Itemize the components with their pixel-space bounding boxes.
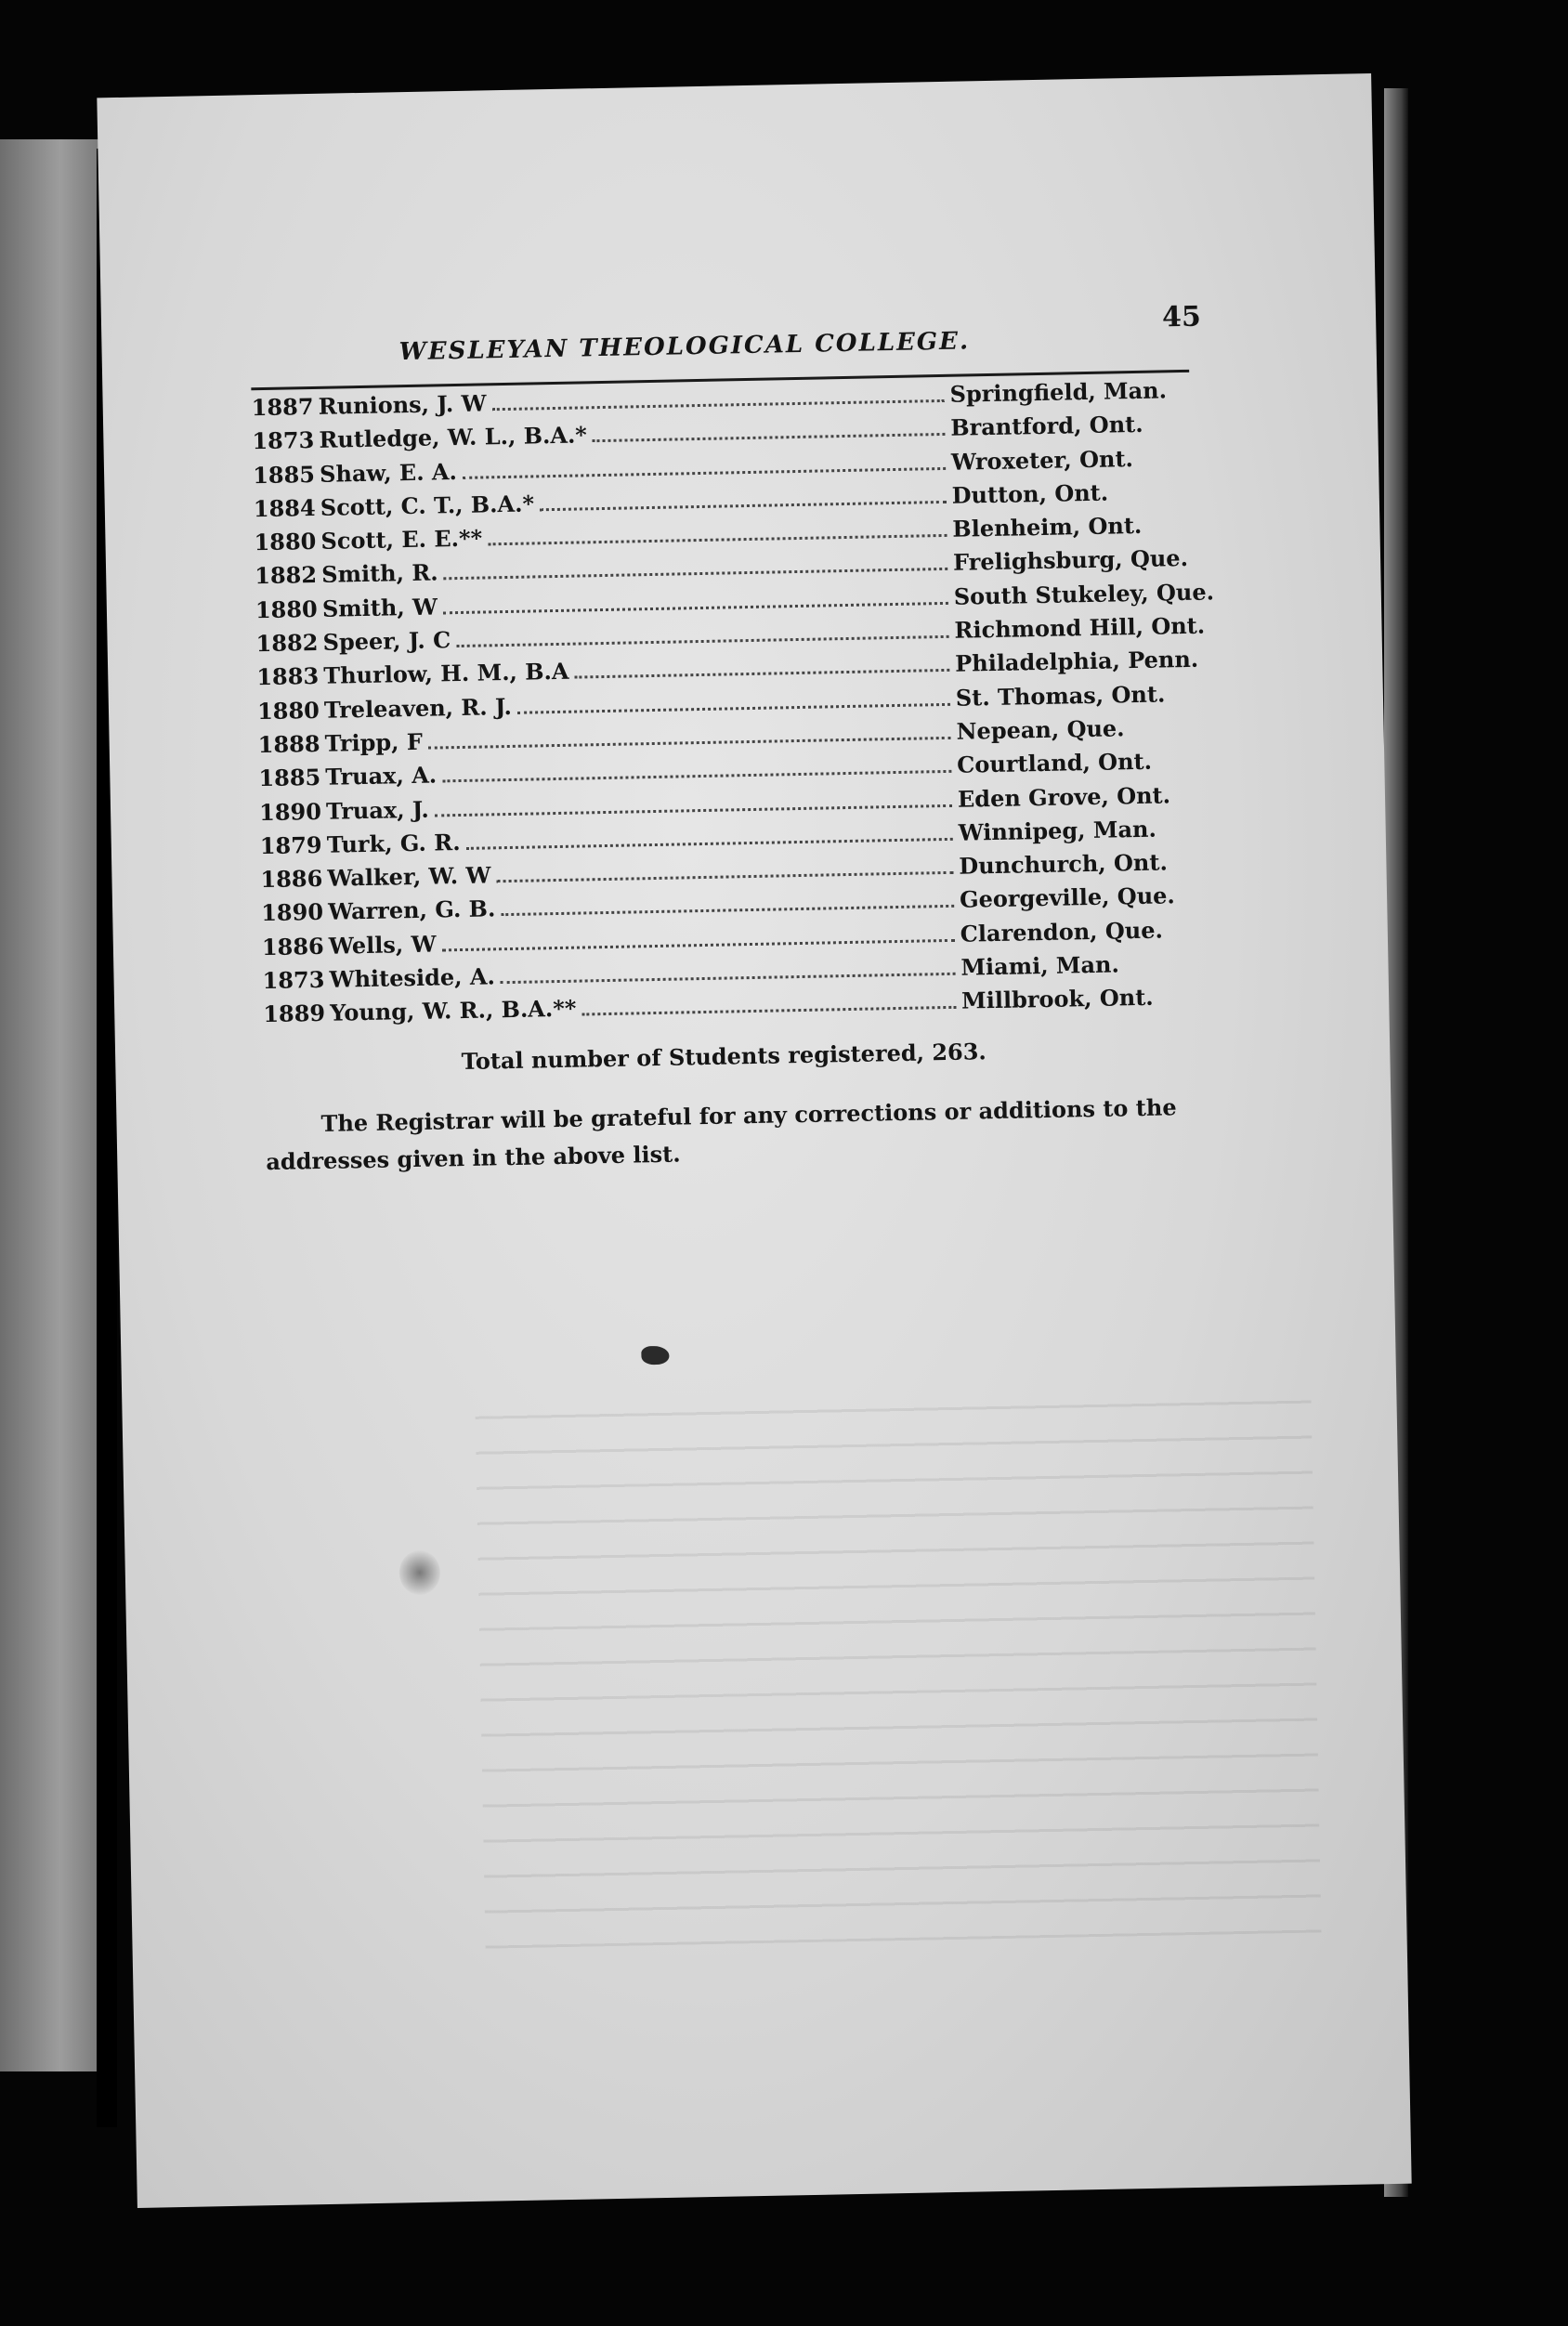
student-address: Dutton, Ont. (951, 478, 1109, 509)
student-year: 1890 (258, 797, 322, 826)
dot-leader (435, 804, 952, 817)
student-address: Georgeville, Que. (959, 882, 1176, 914)
student-address: Winnipeg, Man. (958, 815, 1157, 846)
student-address: Miami, Man. (960, 950, 1120, 981)
student-address: Wroxeter, Ont. (950, 444, 1134, 476)
dot-leader (501, 905, 954, 916)
dot-leader (492, 399, 945, 411)
student-name: Young, W. R., B.A.** (329, 994, 577, 1027)
student-name: Turk, G. R. (326, 828, 461, 858)
registrar-note: The Registrar will be grateful for any corrections or additions to the addresses given in the above list. (266, 1092, 1177, 1175)
student-name: Whiteside, A. (329, 962, 496, 993)
dot-leader (501, 973, 956, 984)
student-name: Shaw, E. A. (319, 457, 458, 488)
student-year: 1890 (260, 898, 324, 927)
student-address: St. Thomas, Ont. (955, 680, 1166, 712)
student-address: Eden Grove, Ont. (957, 780, 1171, 813)
student-name: Scott, E. E.** (320, 524, 483, 555)
student-year: 1884 (253, 493, 316, 523)
dot-leader (517, 703, 950, 714)
student-name: Wells, W (328, 930, 437, 960)
student-name: Rutledge, W. L., B.A.* (319, 421, 588, 454)
student-year: 1886 (260, 865, 323, 894)
dot-leader (496, 871, 953, 882)
student-address: South Stukeley, Que. (953, 578, 1215, 610)
student-year: 1880 (255, 595, 318, 623)
student-address: Springfield, Man. (949, 376, 1168, 408)
student-address: Courtland, Ont. (956, 747, 1153, 778)
student-address: Philadelphia, Penn. (954, 646, 1199, 678)
show-through-text (475, 1376, 1321, 1949)
student-year: 1885 (258, 764, 321, 792)
student-year: 1873 (252, 426, 315, 455)
student-year: 1887 (251, 392, 314, 422)
student-address: Dunchurch, Ont. (959, 848, 1169, 880)
student-year: 1873 (262, 965, 325, 995)
student-year: 1885 (252, 460, 316, 489)
student-year: 1889 (263, 1000, 326, 1028)
student-address: Richmond Hill, Ont. (954, 611, 1206, 644)
page (97, 73, 1411, 2208)
student-name: Thurlow, H. M., B.A (323, 658, 569, 690)
student-year: 1886 (261, 932, 324, 960)
student-name: Tripp, F (324, 727, 424, 757)
student-address: Frelighsburg, Que. (952, 544, 1189, 577)
student-name: Runions, J. W (318, 389, 487, 420)
dot-leader (488, 534, 947, 545)
dot-leader (444, 568, 948, 580)
student-year: 1879 (259, 830, 322, 860)
dot-leader (581, 1006, 956, 1016)
student-roster (251, 376, 1215, 1035)
dot-leader (443, 602, 948, 614)
student-name: Truax, A. (325, 761, 438, 791)
page-number: 45 (1161, 300, 1202, 334)
dot-leader (456, 635, 948, 647)
student-name: Scott, C. T., B.A.* (320, 490, 535, 521)
student-address: Blenheim, Ont. (952, 512, 1143, 542)
student-year: 1882 (254, 561, 318, 590)
student-name: Smith, W (321, 593, 438, 622)
student-year: 1883 (256, 662, 320, 691)
student-year: 1880 (254, 528, 317, 556)
dot-leader (540, 501, 947, 511)
total-students-line: Total number of Students registered, 263. (461, 1037, 987, 1075)
student-name: Walker, W. W (327, 861, 491, 892)
student-address: Millbrook, Ont. (960, 984, 1154, 1015)
student-year: 1882 (255, 628, 319, 658)
student-address: Brantford, Ont. (950, 411, 1143, 442)
dot-leader (428, 737, 951, 750)
dot-leader (466, 838, 953, 850)
student-address: Clarendon, Que. (960, 916, 1164, 947)
student-address: Nepean, Que. (956, 714, 1125, 745)
student-year: 1888 (257, 729, 320, 759)
student-name: Speer, J. C (322, 626, 451, 656)
dot-leader (575, 669, 950, 679)
running-title: WESLEYAN THEOLOGICAL COLLEGE. (399, 327, 971, 367)
student-name: Truax, J. (325, 795, 429, 825)
student-name: Treleaven, R. J. (323, 692, 513, 724)
smudge-mark (399, 1550, 440, 1596)
facing-page-edge (0, 139, 100, 2071)
student-name: Smith, R. (320, 558, 438, 589)
dot-leader (593, 433, 946, 442)
page-content (241, 300, 1315, 1181)
student-name: Warren, G. B. (327, 895, 496, 926)
dot-leader (442, 939, 955, 952)
dot-leader (463, 467, 946, 479)
dot-leader (442, 770, 951, 783)
student-year: 1880 (256, 696, 320, 725)
ink-blot (641, 1346, 669, 1366)
